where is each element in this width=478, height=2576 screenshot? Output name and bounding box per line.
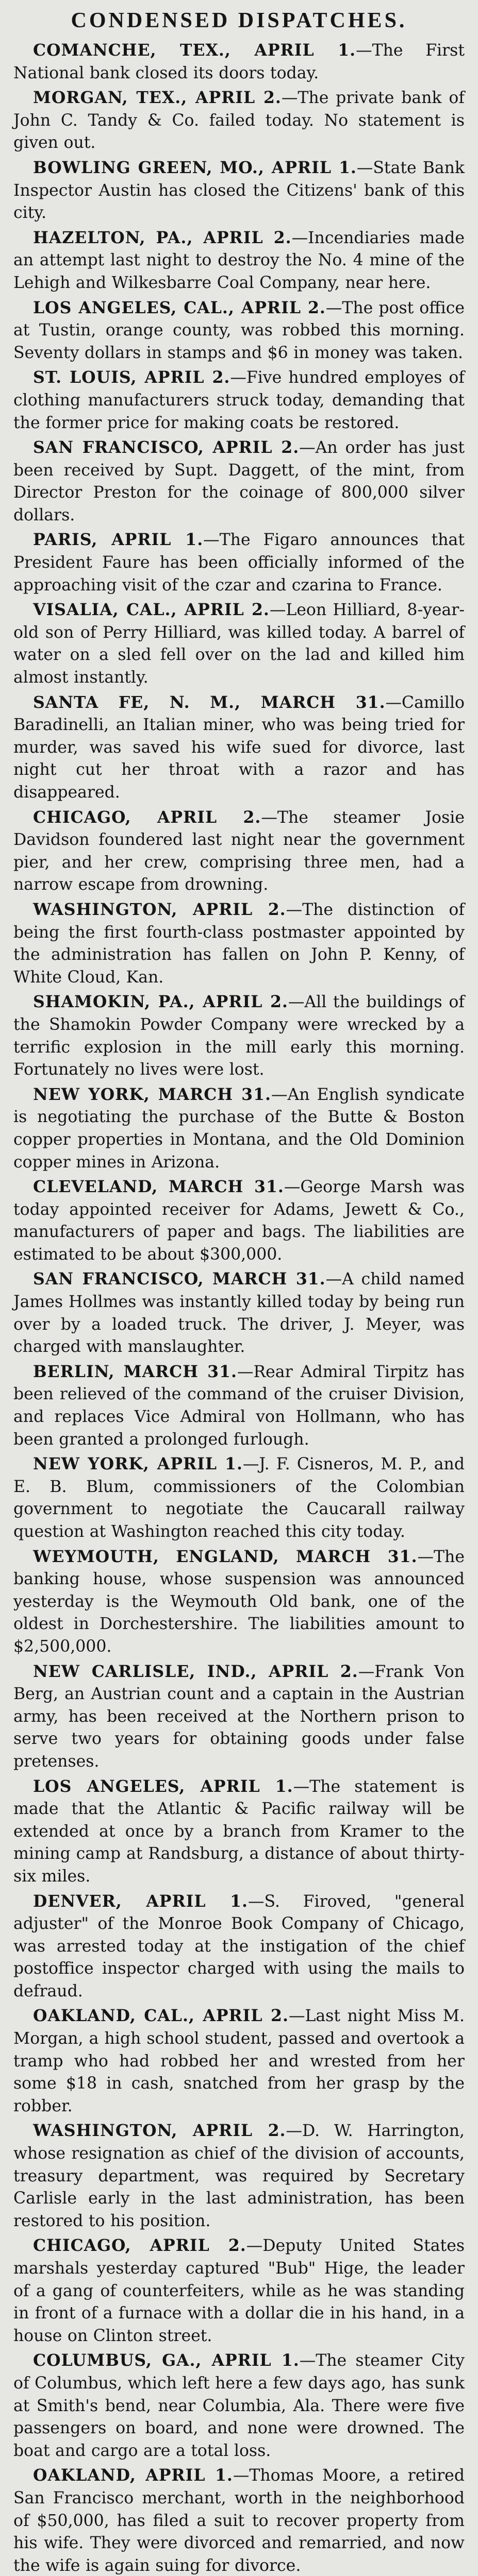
dispatch-item bbox=[13, 1268, 465, 1358]
dispatch-text: —The Figaro announces that President Faure has been officially informed of the approaching visit of the czar and czarina to France. bbox=[13, 531, 465, 595]
dispatch-text: —George Marsh was today appointed receiver for Adams, Jewett & Co., manufacturers of paper and bags. The liabilities are estimated to be about $300,000. bbox=[13, 1178, 465, 1264]
dispatch-dateline: PARIS, APRIL 1. bbox=[33, 530, 204, 550]
dispatch-item bbox=[13, 157, 465, 225]
dispatch-text: —The distinction of being the first fourth-class postmaster appointed by the administration has fallen on John P. Kenny, of White Cloud, Kan. bbox=[13, 900, 465, 987]
dispatch-dateline: DENVER, APRIL 1. bbox=[33, 1891, 249, 1911]
dispatch-item bbox=[13, 1083, 465, 1174]
dispatch-dateline: CHICAGO, APRIL 2. bbox=[33, 2236, 246, 2256]
dispatch-item bbox=[13, 2349, 465, 2462]
dispatch-text: —Incendiaries made an attempt last night to destroy the No. 4 mine of the Lehigh and Wilkesbarre Coal Company, near here. bbox=[13, 228, 465, 292]
column-headline: CONDENSED DISPATCHES. bbox=[71, 9, 407, 32]
dispatch-dateline: OAKLAND, CAL., APRIL 2. bbox=[33, 2006, 289, 2026]
dispatch-text: —The banking house, whose suspension was announced yesterday is the Weymouth Old bank, one of the oldest in Dorchestershire. The liabilities amount to $2,500,000. bbox=[13, 1547, 465, 1656]
dispatch-dateline: NEW YORK, APRIL 1. bbox=[33, 1454, 243, 1474]
dispatch-dateline: NEW YORK, MARCH 31. bbox=[33, 1084, 271, 1104]
dispatch-item bbox=[13, 1890, 465, 2003]
dispatch-text: —The post office at Tustin, orange county, was robbed this morning. Seventy dollars in stamps and $6 in money was taken. bbox=[13, 298, 465, 362]
dispatch-item bbox=[13, 2234, 465, 2347]
dispatch-item bbox=[13, 2464, 465, 2576]
dispatch-text: —Thomas Moore, a retired San Francisco merchant, worth in the neighborhood of $50,000, has filed a suit to recover property from his wife. They were divorced and remarried, and now the wife is again suing for divorce. bbox=[13, 2466, 465, 2575]
dispatch-item bbox=[13, 1361, 465, 1451]
dispatch-item bbox=[13, 2120, 465, 2232]
dispatch-text: —S. Firoved, "general adjuster" of the Monroe Book Company of Chicago, was arrested today at the instigation of the chief postoffice inspector charged with using the mails to defraud. bbox=[13, 1892, 465, 2001]
dispatch-item bbox=[13, 1453, 465, 1543]
dispatch-dateline: WEYMOUTH, ENGLAND, MARCH 31. bbox=[33, 1547, 418, 1566]
dispatch-dateline: CHICAGO, APRIL 2. bbox=[33, 807, 261, 827]
dispatch-text: —State Bank Inspector Austin has closed the Citizens' bank of this city. bbox=[13, 158, 465, 223]
dispatch-text: —D. W. Harrington, whose resignation as chief of the division of accounts, treasury department, was required by Secretary Carlisle early in the last administration, has been restored to his position. bbox=[13, 2122, 465, 2230]
dispatch-dateline: COLUMBUS, GA., APRIL 1. bbox=[33, 2351, 300, 2370]
dispatch-text: —The private bank of John C. Tandy & Co. failed today. No statement is given out. bbox=[13, 89, 465, 152]
dispatch-item bbox=[13, 87, 465, 155]
dispatch-item bbox=[13, 899, 465, 989]
dispatch-dateline: LOS ANGELES, CAL., APRIL 2. bbox=[33, 298, 326, 317]
dispatch-dateline: BERLIN, MARCH 31. bbox=[33, 1362, 237, 1381]
dispatch-item bbox=[13, 1660, 465, 1773]
dispatch-dateline: BOWLING GREEN, MO., APRIL 1. bbox=[33, 158, 357, 177]
dispatch-dateline: COMANCHE, TEX., APRIL 1. bbox=[33, 41, 356, 60]
dispatch-item bbox=[13, 691, 465, 804]
dispatch-text: —The steamer City of Columbus, which left here a few days ago, has sunk at Smith's bend, near Columbia, Ala. There were five passengers on board, and none were drowned. The boat and cargo are a total loss. bbox=[13, 2351, 465, 2460]
dispatch-dateline: VISALIA, CAL., APRIL 2. bbox=[33, 600, 270, 620]
dispatch-text: —Five hundred employes of clothing manufacturers struck today, demanding that the former price for making coats be restored. bbox=[13, 368, 465, 432]
dispatch-text: —Rear Admiral Tirpitz has been relieved of the command of the cruiser Division, and replaces Vice Admiral von Hollmann, who has been granted a prolonged furlough. bbox=[13, 1362, 465, 1449]
dispatch-dateline: CLEVELAND, MARCH 31. bbox=[33, 1177, 284, 1197]
dispatch-dateline: WASHINGTON, APRIL 2. bbox=[33, 900, 286, 919]
dispatch-dateline: MORGAN, TEX., APRIL 2. bbox=[33, 88, 282, 108]
dispatch-item bbox=[13, 1775, 465, 1888]
dispatch-dateline: LOS ANGELES, APRIL 1. bbox=[33, 1776, 293, 1796]
dispatch-item bbox=[13, 1176, 465, 1266]
dispatch-item bbox=[13, 39, 465, 84]
dispatch-text: —The First National bank closed its doors today. bbox=[13, 41, 465, 82]
dispatch-dateline: HAZELTON, PA., APRIL 2. bbox=[33, 228, 292, 247]
dispatch-item bbox=[13, 436, 465, 527]
dispatch-item bbox=[13, 991, 465, 1081]
dispatch-text: —J. F. Cisneros, M. P., and E. B. Blum, commissioners of the Colombian government to negotiate the Caucarall railway question at Washington reached this city today. bbox=[13, 1455, 465, 1541]
dispatch-text: —A child named James Hollmes was instantly killed today by being run over by a loaded truck. The driver, J. Meyer, was charged with manslaughter. bbox=[13, 1270, 465, 1357]
dispatch-dateline: SAN FRANCISCO, APRIL 2. bbox=[33, 438, 300, 457]
dispatch-dateline: WASHINGTON, APRIL 2. bbox=[33, 2121, 286, 2141]
dispatch-text: —Leon Hilliard, 8-year-old son of Perry Hilliard, was killed today. A barrel of water on a sled fell over on the lad and killed him almost instantly. bbox=[13, 601, 465, 687]
dispatch-text: —An English syndicate is negotiating the purchase of the Butte & Boston copper properties in Montana, and the Old Dominion copper mines in Arizona. bbox=[13, 1085, 465, 1172]
dispatch-text: —The steamer Josie Davidson foundered last night near the government pier, and her crew, comprising three men, had a narrow escape from drowning. bbox=[13, 808, 465, 894]
dispatch-item bbox=[13, 599, 465, 689]
dispatch-item bbox=[13, 2005, 465, 2117]
dispatch-item bbox=[13, 297, 465, 365]
dispatch-dateline: SHAMOKIN, PA., APRIL 2. bbox=[33, 992, 288, 1012]
dispatch-item bbox=[13, 529, 465, 597]
dispatch-item bbox=[13, 1546, 465, 1658]
dispatch-text: —Camillo Baradinelli, an Italian miner, who was being tried for murder, was saved his wife sued for divorce, last night cut her throat with a razor and has disappeared. bbox=[13, 693, 465, 802]
dispatch-text: —An order has just been received by Supt. Daggett, of the mint, from Director Preston for the coinage of 800,000 silver dollars. bbox=[13, 438, 465, 524]
dispatch-list bbox=[13, 39, 465, 2576]
dispatch-item bbox=[13, 366, 465, 434]
dispatch-text: —All the buildings of the Shamokin Powder Company were wrecked by a terrific explosion in the mill early this morning. Fortunately no lives were lost. bbox=[13, 993, 465, 1079]
dispatch-dateline: SANTA FE, N. M., MARCH 31. bbox=[33, 692, 386, 712]
dispatch-dateline: SAN FRANCISCO, MARCH 31. bbox=[33, 1269, 326, 1289]
dispatch-text: —Last night Miss M. Morgan, a high school student, passed and overtook a tramp who had robbed her and wrested from her some $18 in cash, snatched from her grasp by the robber. bbox=[13, 2007, 465, 2115]
dispatch-dateline: NEW CARLISLE, IND., APRIL 2. bbox=[33, 1662, 358, 1681]
dispatch-text: —The statement is made that the Atlantic & Pacific railway will be extended at once by a branch from Kramer to the mining camp at Randsburg, a distance of about thirty-six miles. bbox=[13, 1777, 465, 1886]
dispatch-text: —Deputy United States marshals yesterday captured "Bub" Hige, the leader of a gang of counterfeiters, while as he was standing in front of a furnace with a dollar die in his hand, in a house on Clinton street. bbox=[13, 2236, 465, 2345]
dispatch-item bbox=[13, 806, 465, 896]
dispatch-text: —Frank Von Berg, an Austrian count and a captain in the Austrian army, has been received at the Northern prison to serve two years for obtaining goods under false pretenses. bbox=[13, 1662, 465, 1771]
dispatch-item bbox=[13, 227, 465, 295]
dispatch-dateline: ST. LOUIS, APRIL 2. bbox=[33, 368, 230, 387]
dispatch-dateline: OAKLAND, APRIL 1. bbox=[33, 2466, 233, 2485]
